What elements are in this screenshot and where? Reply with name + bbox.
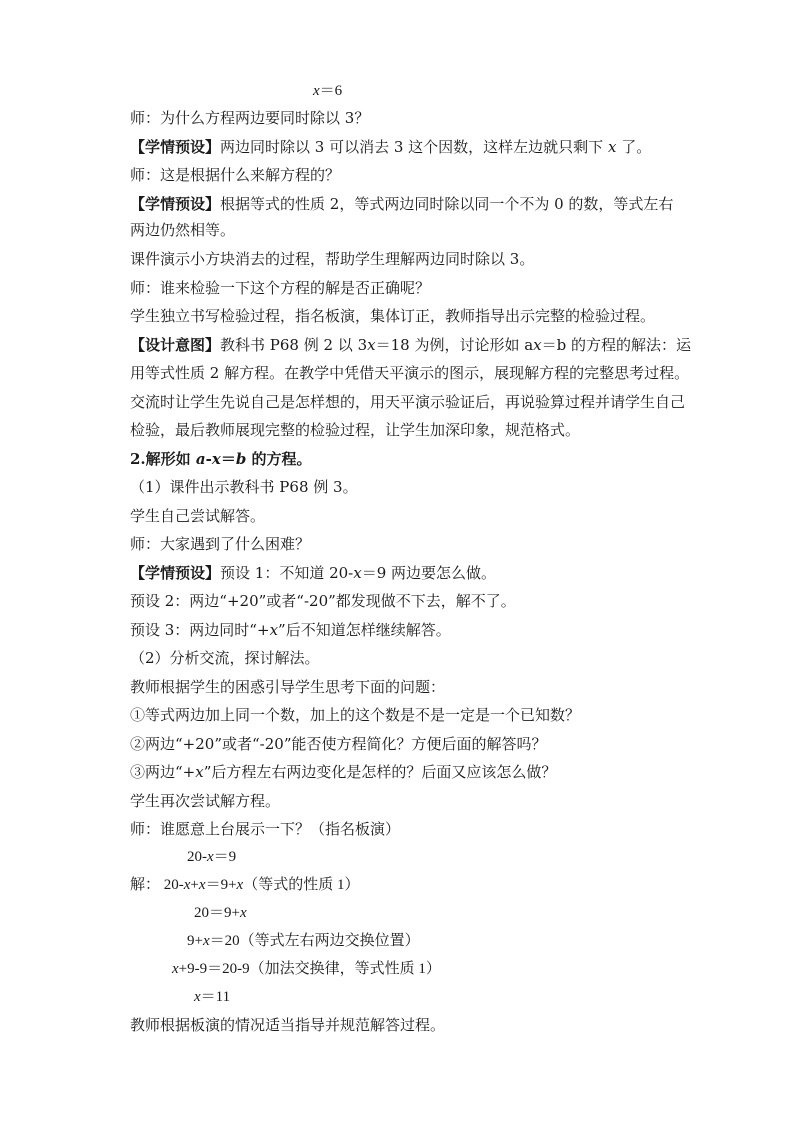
teacher-question-basis	[130, 165, 340, 185]
teacher-final-guidance-seg-0: 教师根据板演的情况适当指导并规范解答过程。	[130, 1016, 446, 1034]
prediction-1-seg-3: ＝9 两边要怎么做。	[361, 564, 497, 582]
equation-line-2-seg-2: +	[190, 877, 199, 893]
equation-line-2-seg-3: x	[198, 877, 206, 893]
teacher-question-difficulty	[130, 534, 310, 554]
teacher-invite-board	[130, 819, 400, 839]
section-heading-a-minus-x-seg-1: a	[195, 450, 206, 468]
equation-line-4-seg-0: 9+	[187, 933, 203, 949]
question-3-seg-2: ”后方程左右两边变化是怎样的？后面又应该怎么做？	[203, 763, 557, 781]
design-intent-line-4	[130, 420, 580, 440]
equation-line-2-seg-4: ＝9+	[205, 877, 237, 893]
equation-line-2-seg-0: 解： 20-	[130, 877, 184, 893]
equation-line-2-seg-6: （等式的性质 1）	[243, 877, 360, 893]
question-3	[130, 762, 556, 782]
design-intent-line-2-seg-0: 用等式性质 2 解方程。在教学中凭借天平演示的图示，展现解方程的完整思考过程。	[130, 364, 690, 382]
teacher-question-basis-seg-0: 师：这是根据什么来解方程的？	[130, 166, 341, 184]
student-check-process	[130, 306, 655, 326]
step-1-courseware	[130, 477, 358, 497]
equation-result-x-6-seg-0: x	[313, 83, 320, 99]
equation-line-2	[130, 875, 359, 895]
teacher-final-guidance	[130, 1015, 445, 1035]
prediction-2	[130, 591, 516, 611]
student-attempt	[130, 506, 265, 526]
equation-line-1-seg-2: ＝9	[213, 849, 237, 865]
design-intent-line-1-seg-4: x	[533, 336, 542, 354]
question-1-seg-0: ①等式两边加上同一个数，加上的这个数是不是一定是一个已知数？	[130, 706, 581, 724]
equation-line-3	[194, 903, 247, 923]
question-1	[130, 705, 580, 725]
section-heading-a-minus-x	[130, 449, 312, 469]
student-prediction-cancel-factor-seg-2: x	[607, 138, 617, 156]
equation-line-3-seg-1: x	[239, 905, 247, 921]
design-intent-line-4-seg-0: 检验，最后教师展现完整的检验过程，让学生加深印象，规范格式。	[130, 421, 581, 439]
equation-line-6-seg-0: x	[194, 989, 201, 1005]
question-3-seg-1: x	[195, 763, 204, 781]
teacher-question-divide-by-3	[130, 108, 369, 128]
design-intent-line-1-seg-2: x	[367, 336, 376, 354]
student-retry-seg-0: 学生再次尝试解方程。	[130, 792, 281, 810]
equation-line-4	[187, 931, 420, 951]
student-prediction-property-2-seg-1: 根据等式的性质 2，等式两边同时除以同一个不为 0 的数，等式左右	[220, 195, 674, 213]
teacher-question-difficulty-seg-0: 师：大家遇到了什么困难？	[130, 535, 311, 553]
equation-line-5	[172, 959, 441, 979]
prediction-3-seg-1: x	[269, 621, 279, 639]
prediction-3-seg-2: ”后不知道怎样继续解答。	[278, 621, 451, 639]
prediction-3	[130, 620, 451, 640]
prediction-1-seg-1: 预设 1：不知道 20-	[220, 564, 354, 582]
prediction-2-seg-0: 预设 2：两边“+20”或者“-20”都发现做不下去，解不了。	[130, 592, 516, 610]
equation-line-2-seg-5: x	[236, 877, 244, 893]
teacher-question-divide-by-3-seg-0: 师：为什么方程两边要同时除以 3？	[130, 109, 370, 127]
teacher-guidance-intro-seg-0: 教师根据学生的困惑引导学生思考下面的问题：	[130, 678, 446, 696]
section-heading-a-minus-x-seg-0: 2.解形如	[130, 450, 196, 468]
design-intent-line-1-seg-1: 教科书 P68 例 2 以 3	[220, 336, 368, 354]
student-prediction-property-2-seg-0: 【学情预设】	[130, 195, 221, 213]
teacher-question-check	[130, 278, 430, 298]
teacher-question-check-seg-0: 师：谁来检验一下这个方程的解是否正确呢？	[130, 279, 431, 297]
student-attempt-seg-0: 学生自己尝试解答。	[130, 507, 266, 525]
student-prediction-cancel-factor	[130, 137, 651, 157]
section-heading-a-minus-x-seg-2: -	[205, 450, 212, 468]
student-prediction-cancel-factor-seg-3: 了。	[616, 138, 652, 156]
step-2-analysis-seg-0: （2）分析交流，探讨解法。	[130, 649, 320, 667]
equation-line-1-seg-1: x	[207, 849, 214, 865]
step-2-analysis	[130, 648, 320, 668]
equation-line-5-seg-0: x	[172, 961, 179, 977]
student-prediction-cancel-factor-seg-1: 两边同时除以 3 可以消去 3 这个因数，这样左边就只剩下	[220, 138, 608, 156]
question-2-seg-0: ②两边“+20”或者“-20”能否使方程简化？方便后面的解答吗？	[130, 735, 547, 753]
courseware-demo-note	[130, 249, 534, 269]
student-prediction-property-2	[130, 194, 673, 214]
prediction-1	[130, 563, 496, 583]
equation-line-4-seg-1: x	[202, 933, 210, 949]
student-retry	[130, 791, 280, 811]
paragraph-continuation	[130, 220, 235, 240]
equation-line-6-seg-1: ＝11	[200, 989, 231, 1005]
design-intent-line-3	[130, 392, 685, 412]
courseware-demo-note-seg-0: 课件演示小方块消去的过程，帮助学生理解两边同时除以 3。	[130, 250, 535, 268]
equation-line-5-seg-1: +9-9＝20-9（加法交换律，等式性质 1）	[178, 961, 441, 977]
design-intent-line-1-seg-5: ＝b 的方程的解法：运	[541, 336, 692, 354]
equation-line-3-seg-0: 20＝9+	[194, 905, 240, 921]
equation-line-1	[187, 847, 236, 867]
equation-result-x-6-seg-1: ＝6	[319, 83, 343, 99]
prediction-3-seg-0: 预设 3：两边同时“+	[130, 621, 270, 639]
section-heading-a-minus-x-seg-5: b	[235, 450, 247, 468]
design-intent-line-1	[130, 335, 691, 355]
design-intent-line-2	[130, 363, 689, 383]
prediction-1-seg-2: x	[353, 564, 362, 582]
design-intent-line-3-seg-0: 交流时让学生先说自己是怎样想的，用天平演示验证后，再说验算过程并请学生自己	[130, 393, 686, 411]
teacher-guidance-intro	[130, 677, 445, 697]
student-check-process-seg-0: 学生独立书写检验过程，指名板演，集体订正，教师指导出示完整的检验过程。	[130, 307, 656, 325]
student-prediction-cancel-factor-seg-0: 【学情预设】	[130, 138, 221, 156]
step-1-courseware-seg-0: （1）课件出示教科书 P68 例 3。	[130, 478, 358, 496]
section-heading-a-minus-x-seg-4: ＝	[220, 450, 236, 468]
equation-line-1-seg-0: 20-	[187, 849, 207, 865]
design-intent-line-1-seg-0: 【设计意图】	[130, 336, 221, 354]
paragraph-continuation-seg-0: 两边仍然相等。	[130, 221, 236, 239]
equation-line-2-seg-1: x	[183, 877, 191, 893]
question-2	[130, 734, 547, 754]
section-heading-a-minus-x-seg-3: x	[211, 450, 221, 468]
equation-result-x-6	[313, 81, 342, 101]
teacher-invite-board-seg-0: 师：谁愿意上台展示一下？（指名板演）	[130, 820, 401, 838]
section-heading-a-minus-x-seg-6: 的方程。	[246, 450, 312, 468]
equation-line-4-seg-2: ＝20（等式左右两边交换位置）	[209, 933, 420, 949]
question-3-seg-0: ③两边“+	[130, 763, 196, 781]
prediction-1-seg-0: 【学情预设】	[130, 564, 221, 582]
equation-line-6	[194, 987, 230, 1007]
design-intent-line-1-seg-3: ＝18 为例，讨论形如 a	[375, 336, 534, 354]
